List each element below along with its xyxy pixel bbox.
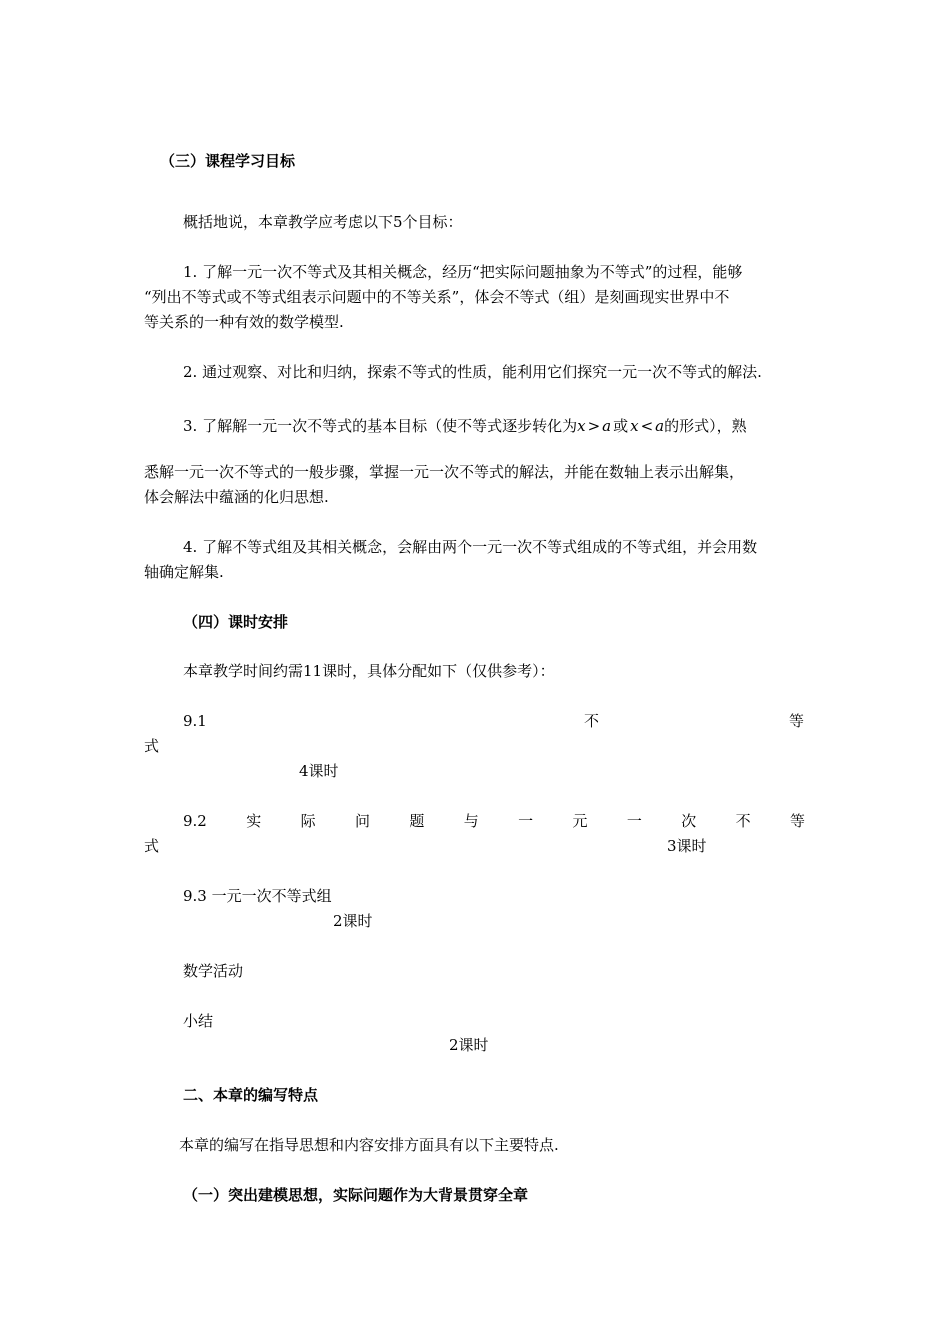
schedule-9-2-word: 元 (572, 812, 588, 830)
goal-3-line-2: 悉解一元一次不等式的一般步骤，掌握一元一次不等式的解法，并能在数轴上表示出解集， (144, 463, 745, 481)
goal-4-line-1: 4. 了解不等式组及其相关概念，会解由两个一元一次不等式组成的不等式组，并会用数 (183, 538, 758, 556)
inequality-formula (577, 416, 664, 436)
goal-3-text-before-math: 3. 了解解一元一次不等式的基本目标（使不等式逐步转化为 (183, 417, 578, 435)
goals-intro: 概括地说，本章教学应考虑以下5个目标： (183, 213, 463, 231)
goal-2: 2. 通过观察、对比和归纳，探索不等式的性质，能利用它们探究一元一次不等式的解法. (183, 363, 762, 381)
schedule-9-2-wrap: 式 (144, 837, 160, 855)
schedule-summary-hours: 2课时 (449, 1036, 489, 1054)
schedule-9-2-hours: 3课时 (667, 837, 707, 855)
goal-3-line-1 (183, 416, 747, 436)
schedule-9-3-hours: 2课时 (333, 912, 373, 930)
math-less-than: < (640, 417, 654, 435)
math-a: a (655, 417, 665, 435)
goal-1-line-3: 等关系的一种有效的数学模型. (144, 313, 344, 331)
schedule-9-2-word: 次 (681, 812, 697, 830)
schedule-9-1-hours: 4课时 (299, 762, 339, 780)
math-x: x (577, 417, 586, 435)
heading-writing-features: 二、本章的编写特点 (183, 1086, 319, 1104)
math-a: a (602, 417, 612, 435)
schedule-9-1-wrap: 式 (144, 737, 160, 755)
schedule-9-2-word: 际 (300, 812, 316, 830)
schedule-9-2-line (183, 811, 805, 831)
goal-1-line-1: 1. 了解一元一次不等式及其相关概念，经历“把实际问题抽象为不等式”的过程，能够 (183, 263, 743, 281)
schedule-9-2-word: 一 (518, 812, 534, 830)
math-greater-than: > (587, 417, 601, 435)
math-or: 或 (613, 417, 629, 435)
goal-4-line-2: 轴确定解集. (144, 563, 224, 581)
schedule-9-1-number: 9.1 (183, 712, 207, 730)
schedule-summary-title: 小结 (183, 1012, 214, 1030)
heading-course-goals: （三）课程学习目标 (160, 152, 296, 170)
schedule-9-2-word: 不 (735, 812, 751, 830)
writing-features-intro: 本章的编写在指导思想和内容安排方面具有以下主要特点. (179, 1136, 559, 1154)
goal-1-line-2: “列出不等式或不等式组表示问题中的不等关系”，体会不等式（组）是刻画现实世界中不 (144, 288, 730, 306)
schedule-9-2-word: 题 (409, 812, 425, 830)
schedule-9-1-word: 等 (789, 712, 805, 730)
schedule-intro: 本章教学时间约需11课时，具体分配如下（仅供参考）： (183, 662, 555, 680)
heading-schedule: （四）课时安排 (183, 613, 289, 631)
heading-modeling-idea: （一）突出建模思想，实际问题作为大背景贯穿全章 (183, 1186, 529, 1204)
math-x: x (630, 417, 639, 435)
schedule-9-2-word: 与 (463, 812, 479, 830)
schedule-9-2-word: 问 (354, 812, 370, 830)
schedule-9-2-word: 等 (789, 812, 805, 830)
schedule-9-3-title: 9.3 一元一次不等式组 (183, 887, 332, 905)
schedule-9-2-word: 实 (246, 812, 262, 830)
schedule-9-1-word: 不 (584, 712, 600, 730)
goal-3-line-3: 体会解法中蕴涵的化归思想. (144, 488, 329, 506)
schedule-math-activity: 数学活动 (183, 962, 244, 980)
goal-3-text-after-math: 的形式），熟 (664, 417, 747, 435)
schedule-9-2-word: 9.2 (183, 812, 207, 830)
schedule-9-2-word: 一 (626, 812, 642, 830)
